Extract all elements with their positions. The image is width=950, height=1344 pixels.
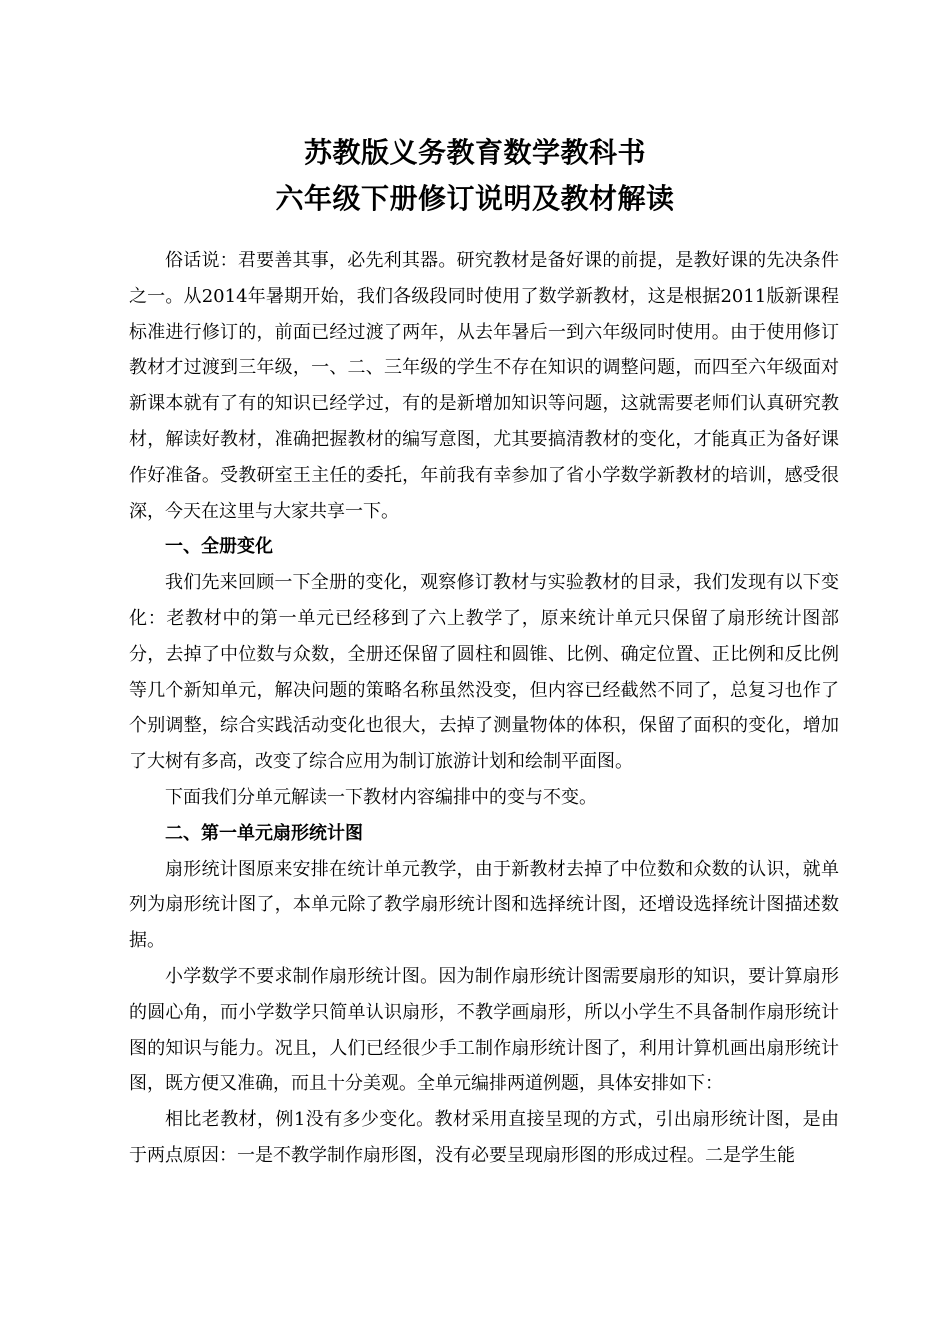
paragraph-overall-changes: 我们先来回顾一下全册的变化，观察修订教材与实验教材的目录，我们发现有以下变化：老教材中的第一单元已经移到了六上教学了，原来统计单元只保留了扇形统计图部分，去掉了中位数与众数，全册还保留了圆柱和圆锥、比例、确定位置、正比例和反比例等几个新知单元，解决问题的策略名称虽然没变，但内容已经截然不同了，总复习也作了个别调整，综合实践活动变化也很大，去掉了测量物体的体积，保留了面积的变化，增加了大树有多高，改变了综合应用为制订旅游计划和绘制平面图。 xyxy=(129,572,839,773)
document-body xyxy=(129,243,839,1174)
paragraph-transition: 下面我们分单元解读一下教材内容编排中的变与不变。 xyxy=(165,786,597,808)
title-line-2: 六年级下册修订说明及教材解读 xyxy=(275,182,675,215)
paragraph-pie-chart-unit: 扇形统计图原来安排在统计单元教学，由于新教材去掉了中位数和众数的认识，就单列为扇形统计图了，本单元除了教学扇形统计图和选择统计图，还增设选择统计图描述数据。 xyxy=(129,858,839,952)
paragraph-example-1: 相比老教材，例1没有多少变化。教材采用直接呈现的方式，引出扇形统计图，是由于两点原因：一是不教学制作扇形图，没有必要呈现扇形图的形成过程。二是学生能 xyxy=(129,1109,839,1166)
paragraph-pie-chart-requirement: 小学数学不要求制作扇形统计图。因为制作扇形统计图需要扇形的知识，要计算扇形的圆心角，而小学数学只简单认识扇形，不教学画扇形，所以小学生不具备制作扇形统计图的知识与能力。况且，人们已经很少手工制作扇形统计图了，利用计算机画出扇形统计图，既方便又准确，而且十分美观。全单元编排两道例题，具体安排如下： xyxy=(129,965,839,1095)
section-heading-2: 二、第一单元扇形统计图 xyxy=(165,822,363,844)
section-heading-1: 一、全册变化 xyxy=(165,536,273,558)
document-title xyxy=(0,130,950,222)
paragraph-intro: 俗话说：君要善其事，必先利其器。研究教材是备好课的前提，是教好课的先决条件之一。从2014年暑期开始，我们各级段同时使用了数学新教材，这是根据2011版新课程标准进行修订的，前面已经过渡了两年，从去年暑后一到六年级同时使用。由于使用修订教材才过渡到三年级，一、二、三年级的学生不存在知识的调整问题，而四至六年级面对新课本就有了有的知识已经学过，有的是新增加知识等问题，这就需要老师们认真研究教材，解读好教材，准确把握教材的编写意图，尤其要搞清教材的变化，才能真正为备好课作好准备。受教研室王主任的委托，年前我有幸参加了省小学数学新教材的培训，感受很深，今天在这里与大家共享一下。 xyxy=(129,250,839,522)
title-line-1: 苏教版义务教育数学教科书 xyxy=(303,136,646,169)
